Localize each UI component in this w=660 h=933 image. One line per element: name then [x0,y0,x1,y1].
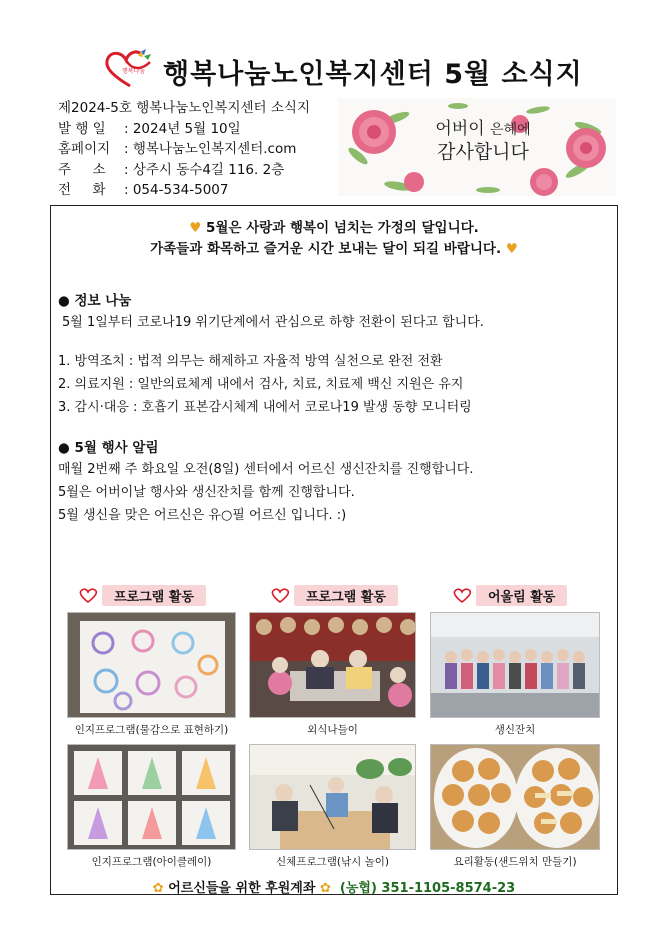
event-lines [58,458,474,527]
issue-line: 제2024-5호 행복나눔노인복지센터 소식지 [58,100,311,116]
bullet-icon: ● [58,293,70,309]
activity-tag-label: 프로그램 활동 [294,585,398,606]
photo-caption: 생신잔치 [494,724,536,736]
banner-line-1: 어버이 [435,119,485,139]
intro-line-1: 5월은 사랑과 행복이 넘치는 가정의 달입니다. [206,220,479,236]
account-number: (농협) 351-1105-8574-23 [339,881,516,896]
heart-logo-icon [452,587,472,603]
photo-caption: 인지프로그램(물감으로 표현하기) [74,724,229,736]
parents-day-banner [338,98,616,196]
photo-birthday-party [430,612,600,718]
phone-value: : 054-534-5007 [124,182,229,198]
photo-caption: 요리활동(샌드위치 만들기) [453,856,577,868]
address-value: : 상주시 동수4길 116. 2층 [124,161,285,178]
banner-line-2: 은혜에 [490,122,531,138]
intro-line-2: 가족들과 화목하고 즐거운 시간 보내는 달이 되길 바랍니다. [150,241,502,257]
homepage-value[interactable]: : 행복나눔노인복지센터.com [124,141,297,157]
heart-logo-icon [100,48,160,90]
info-item: 3. 감시·대응 : 호흡기 표본감시체계 내에서 코로나19 발생 동향 모니터링 [58,400,472,415]
photo-clay-program [67,744,236,850]
photo-painting-program [67,612,236,718]
flower-icon: ✿ [319,881,331,896]
svg-text:행복나눔: 행복나눔 [122,68,146,75]
homepage-label: 홈페이지 [58,141,111,157]
activity-tag-label: 프로그램 활동 [102,585,206,606]
photo-caption: 신체프로그램(낚시 놀이) [276,856,389,868]
publish-date-value: : 2024년 5월 10일 [124,120,241,137]
heart-logo-icon [270,587,290,603]
activity-tag [270,584,398,606]
event-line: 매월 2번째 주 화요일 오전(8일) 센터에서 어르신 생신잔치를 진행합니다. [58,462,474,477]
banner-text [408,118,558,163]
event-section-title: 5월 행사 알림 [74,440,159,456]
activity-tag-label: 어울림 활동 [476,585,567,606]
phone-label: 전 화 [58,182,106,198]
info-section-title: 정보 나눔 [74,293,132,309]
info-section-heading [58,289,131,309]
heart-logo-icon [78,587,98,603]
donation-label: 어르신들을 위한 후원계좌 [168,881,316,896]
publication-info [58,98,310,201]
flower-icon: ✿ [152,881,164,896]
photo-dining-outing [249,612,416,718]
photo-caption: 인지프로그램(아이클레이) [91,856,212,868]
heart-icon: ♥ [505,241,518,257]
event-line: 5월 생신을 맞은 어르신은 유○필 어르신 입니다. :) [58,508,347,523]
address-row [58,160,310,181]
publish-date-row [58,119,310,140]
activity-tag [78,584,206,606]
bullet-icon: ● [58,440,70,456]
address-label: 주 소 [58,161,106,178]
event-line: 5월은 어버이날 행사와 생신잔치를 함께 진행합니다. [58,485,355,500]
event-section-heading [58,436,158,456]
photo-caption: 외식나들이 [307,724,358,736]
phone-row [58,180,310,201]
homepage-row [58,139,310,160]
banner-line-3: 감사합니다 [437,141,529,163]
photo-sandwich-cooking [430,744,600,850]
info-lead: 5월 1일부터 코로나19 위기단계에서 관심으로 하향 전환이 된다고 합니다. [62,315,484,330]
newsletter-title: 행복나눔노인복지센터 5월 소식지 [163,59,583,90]
heart-icon: ♥ [189,220,202,236]
info-list [58,350,472,419]
photo-fishing-game [249,744,416,850]
publish-date-label: 발 행 일 [58,120,106,137]
info-item: 2. 의료지원 : 일반의료체계 내에서 검사, 치료, 치료제 백신 지원은 유지 [58,377,464,392]
donation-account [50,877,618,896]
activity-tag [452,584,567,606]
info-item: 1. 방역조치 : 법적 의무는 해제하고 자율적 방역 실천으로 완전 전환 [58,354,443,369]
intro-message [50,218,618,260]
center-logo [100,48,160,90]
